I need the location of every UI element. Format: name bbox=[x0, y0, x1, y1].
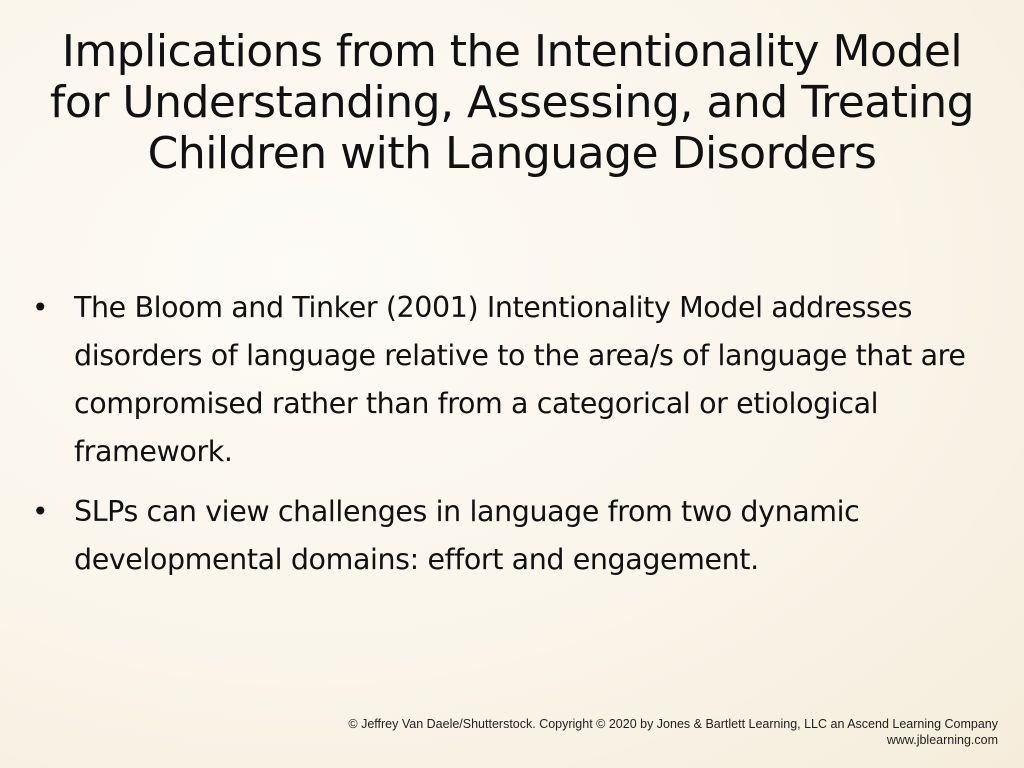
bullet-item bbox=[30, 488, 990, 584]
bullet-item bbox=[30, 284, 990, 476]
copyright-text: © Jeffrey Van Daele/Shutterstock. Copyright © 2020 by Jones & Bartlett Learning, LLC an Ascend Learning Company bbox=[348, 717, 998, 731]
bullet-text: SLPs can view challenges in language from two dynamic developmental domains: effort and engagement. bbox=[74, 495, 860, 576]
bullet-dot-icon: • bbox=[32, 495, 49, 528]
copyright-footer bbox=[278, 716, 998, 748]
bullet-list bbox=[30, 284, 990, 596]
bullet-dot-icon: • bbox=[32, 291, 49, 324]
slide-title: Implications from the Intentionality Model for Understanding, Assessing, and Treating Children with Language Disorders bbox=[49, 26, 975, 179]
bullet-text: The Bloom and Tinker (2001) Intentionality Model addresses disorders of language relative to the area/s of language that are compromised rather than from a categorical or etiological framework. bbox=[74, 291, 966, 468]
website-link[interactable]: www.jblearning.com bbox=[886, 733, 998, 747]
